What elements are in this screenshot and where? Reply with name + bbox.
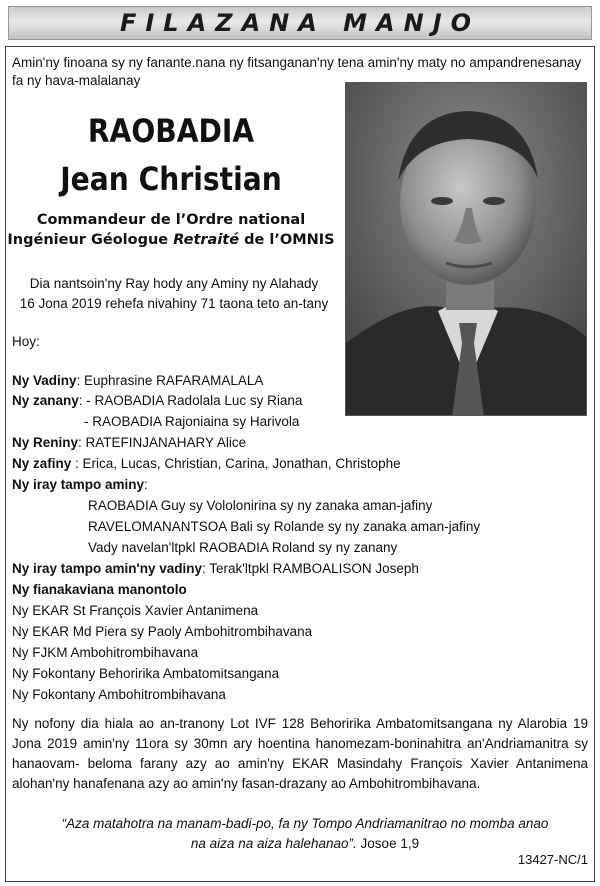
family-line (12, 666, 279, 681)
family-text: : Euphrasine RAFARAMALALA (76, 373, 264, 388)
family-text: Ny FJKM Ambohitrombihavana (12, 645, 199, 660)
family-text: - RAOBADIA Rajoniaina sy Harivola (84, 414, 300, 429)
death-announcement: Dia nantsoin'ny Ray hody any Aminy ny Alahady 16 Jona 2019 rehefa nivahiny 71 taona teto an-tany (19, 276, 329, 311)
family-text: Ny EKAR St François Xavier Antanimena (12, 603, 259, 618)
family-text: : Terak'ltpkl RAMBOALISON Joseph (202, 561, 419, 576)
family-text: : Erica, Lucas, Christian, Carina, Jonathan, Christophe (71, 456, 401, 471)
family-text: Ny EKAR Md Piera sy Paoly Ambohitrombihavana (12, 624, 313, 639)
family-label: Ny Reniny (12, 435, 79, 450)
family-text: RAVELOMANANTSOA Bali sy Rolande sy ny zanaka aman-jafiny (88, 519, 481, 534)
title-profession: Ingénieur Géologue Retraité de l’OMNIS (7, 232, 335, 248)
family-line (12, 582, 187, 597)
family-line (88, 540, 397, 555)
header-banner (8, 6, 592, 40)
family-line (12, 687, 226, 702)
family-line (88, 519, 480, 534)
family-line (12, 561, 419, 576)
bible-quote: “Aza matahotra na manam-badi-po, fa ny Tompo Andriamanitrao no momba anao na aiza na aiza halehanao”. Josoe 1,9 (61, 816, 549, 851)
family-line (84, 414, 299, 429)
family-label: Ny iray tampo aminy (12, 477, 145, 492)
family-label: Ny fianakaviana manontolo (12, 582, 187, 597)
portrait-image (346, 83, 587, 416)
family-text: Ny Fokontany Ambohitrombihavana (12, 687, 226, 702)
family-text: RAOBADIA Guy sy Vololonirina sy ny zanaka aman-jafiny (88, 498, 433, 513)
family-text: Ny Fokontany Behoririka Ambatomitsangana (12, 666, 280, 681)
hoy-label: Hoy: (12, 334, 40, 349)
family-text: : RATEFINJANAHARY Alice (78, 435, 247, 450)
family-line (88, 498, 432, 513)
banner-title: FILAZANA MANJO (119, 9, 481, 37)
family-line (12, 393, 302, 408)
title-honor: Commandeur de l’Ordre national (36, 212, 306, 228)
deceased-given-name: Jean Christian (60, 160, 282, 198)
family-label: Ny Vadiny (12, 373, 77, 388)
family-label: Ny zafiny (12, 456, 72, 471)
family-text: : (144, 477, 148, 492)
intro-text: Amin'ny finoana sy ny fanante.nana ny fitsanganan'ny tena amin'ny maty no ampandrenesanay fa ny hava-malalanay (12, 55, 582, 88)
family-line (12, 373, 263, 388)
family-line (12, 456, 401, 471)
reference-code: 13427-NC/1 (517, 852, 588, 867)
family-text: Vady navelan'ltpkl RAOBADIA Roland sy ny zanany (88, 540, 398, 555)
family-text: : - RAOBADIA Radolala Luc sy Riana (78, 393, 303, 408)
family-line (12, 477, 148, 492)
family-line (12, 624, 312, 639)
family-line (12, 435, 246, 450)
family-line (12, 645, 198, 660)
family-label: Ny zanany (12, 393, 79, 408)
funeral-details: Ny nofony dia hiala ao an-tranony Lot IVF 128 Behoririka Ambatomitsangana ny Alarobia 19 Jona 2019 amin'ny 11ora sy 30mn ary hoentina hanomezam-boninahitra an'Andriamanitra sy hanaovam- beloma farany azy ao amin'ny EKAR Masindahy François Xavier Antanimena alohan'ny hanafenana azy ao amin'ny fasan-drazany ao Ambohitrombihavana. (12, 716, 588, 791)
deceased-surname: RAOBADIA (87, 112, 255, 150)
family-label: Ny iray tampo amin'ny vadiny (12, 561, 203, 576)
family-line (12, 603, 258, 618)
portrait-photo (345, 82, 587, 416)
